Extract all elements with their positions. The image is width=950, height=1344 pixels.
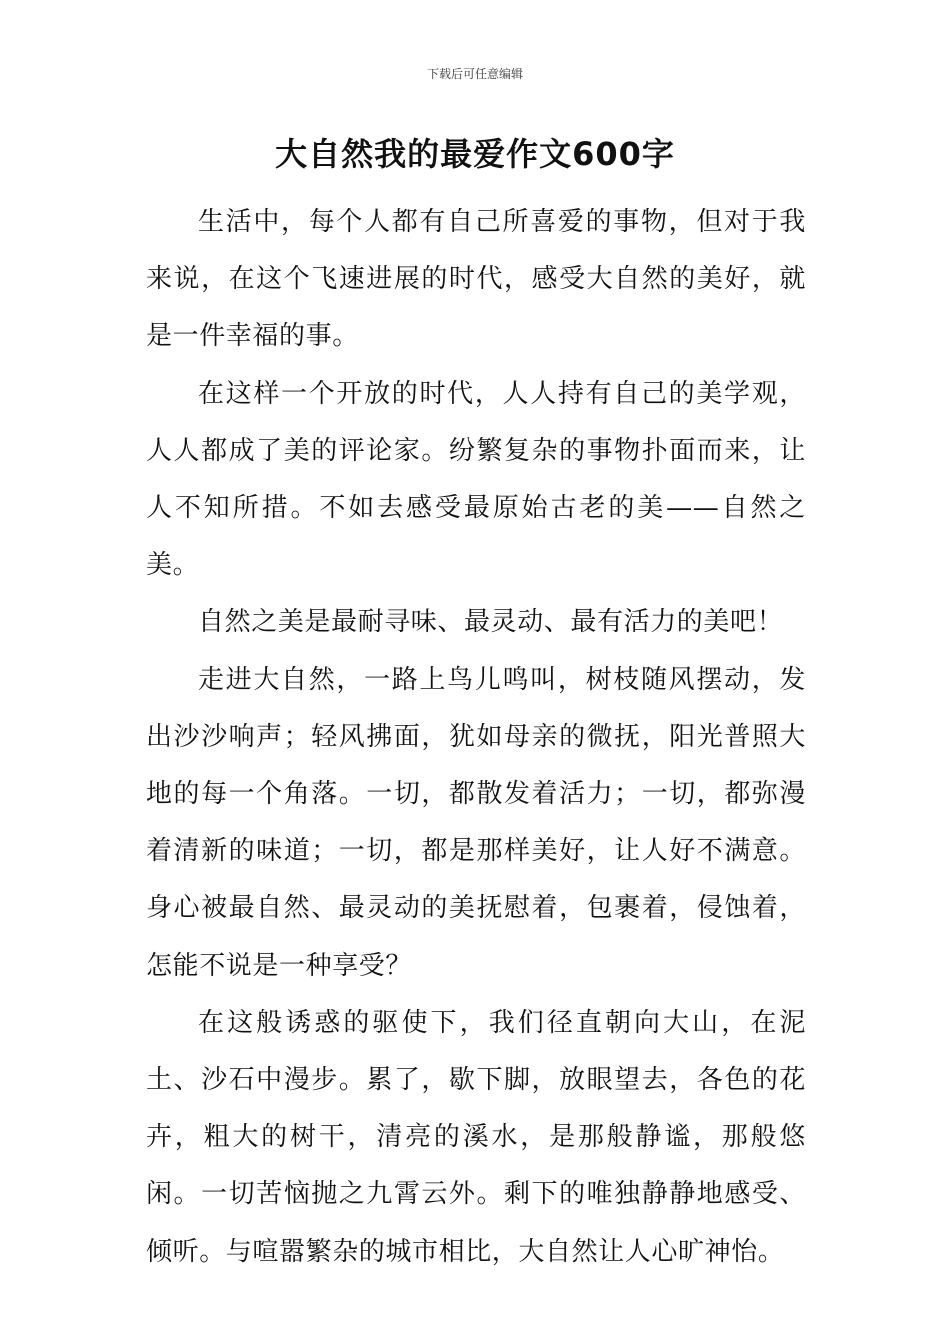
paragraph-3: 自然之美是最耐寻味、最灵动、最有活力的美吧！ <box>198 607 784 638</box>
paragraph-4: 走进大自然，一路上鸟儿鸣叫，树枝随风摆动，发出沙沙响声；轻风拂面，犹如母亲的微抚，阳光普照大地的每一个角落。一切，都散发着活力；一切，都弥漫着清新的味道；一切，都是那样美好，让人好不满意。身心被最自然、最灵动的美抚慰着，包裹着，侵蚀着，怎能不说是一种享受？ <box>146 664 806 981</box>
paragraph-5: 在这般诱惑的驱使下，我们径直朝向大山，在泥土、沙石中漫步。累了，歇下脚，放眼望去，各色的花卉，粗大的树干，清亮的溪水，是那般静谧，那般悠闲。一切苦恼抛之九霄云外。剩下的唯独静静地感受、倾听。与喧嚣繁杂的城市相比，大自然让人心旷神怡。 <box>146 1007 806 1267</box>
document-body <box>146 194 806 1281</box>
paragraph-2: 在这样一个开放的时代，人人持有自己的美学观，人人都成了美的评论家。纷繁复杂的事物扑面而来，让人不知所措。不如去感受最原始古老的美——自然之美。 <box>146 378 806 581</box>
header-note: 下载后可任意编辑 <box>426 67 523 81</box>
paragraph-1: 生活中，每个人都有自己所喜爱的事物，但对于我来说，在这个飞速进展的时代，感受大自然的美好，就是一件幸福的事。 <box>146 207 806 352</box>
document-title: 大自然我的最爱作文600字 <box>275 135 675 173</box>
